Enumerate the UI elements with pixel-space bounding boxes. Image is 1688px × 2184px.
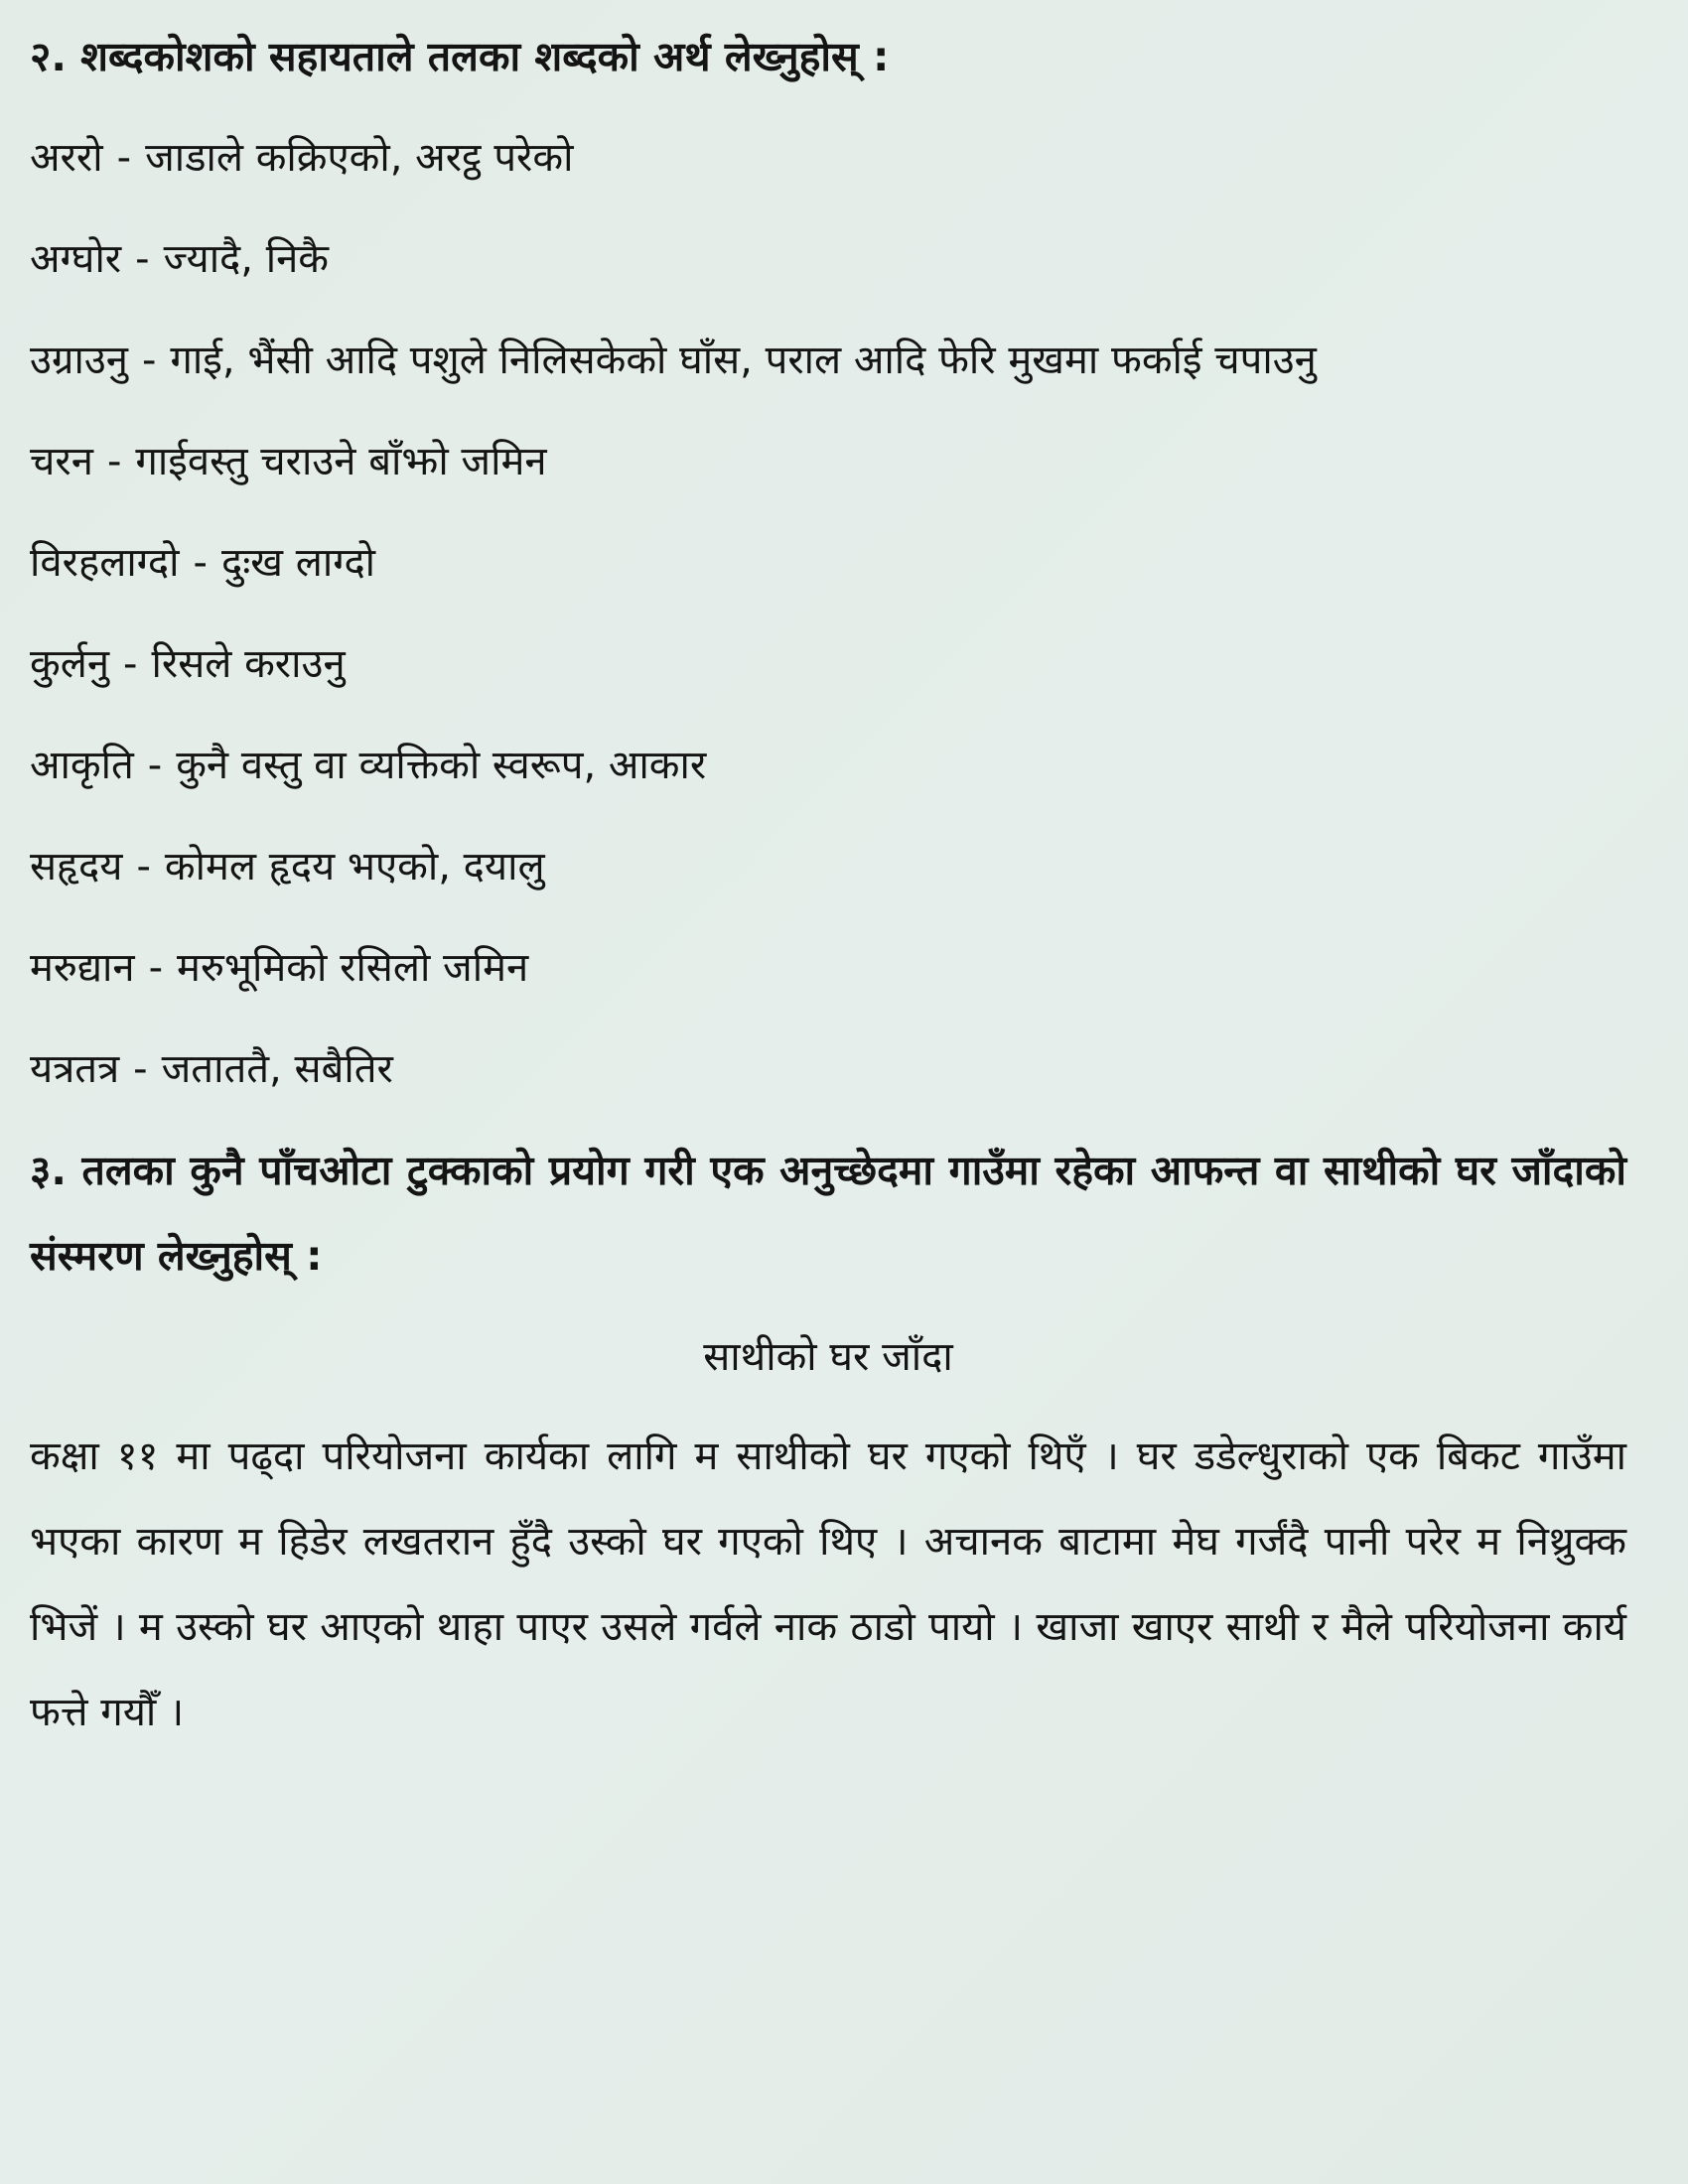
- essay-paragraph: कक्षा ११ मा पढ्दा परियोजना कार्यका लागि म साथीको घर गएको थिएँ । घर डडेल्धुराको एक बिकट गाउँमा भएका कारण म हिडेर लखतरान हुँदै उस्को घर गएको थिए । अचानक बाटामा मेघ गर्जंदै पानी परेर म निथ्रुक्क भिजें । म उस्को घर आएको थाहा पाएर उसले गर्वले नाक ठाडो पायो । खाजा खाएर साथी र मैले परियोजना कार्य फत्ते गयौँ ।: [30, 1433, 1626, 1735]
- definition-meaning: कोमल हृदय भएको, दयालु: [164, 844, 545, 889]
- definition-entry: [30, 318, 1626, 403]
- definition-meaning: दुःख लाग्दो: [220, 540, 376, 586]
- definition-word: कुर्लनु: [30, 641, 110, 687]
- definition-entry: [30, 216, 1626, 302]
- definition-meaning: जाडाले कक्रिएको, अरट्ठ परेको: [145, 135, 574, 181]
- definition-word: चरन: [30, 439, 93, 484]
- definition-word: विरहलाग्दो: [30, 540, 180, 586]
- definition-entry: [30, 723, 1626, 808]
- dash-separator: -: [133, 1046, 148, 1092]
- definition-meaning: गाईवस्तु चराउने बाँझो जमिन: [135, 439, 547, 484]
- definition-meaning: गाई, भैंसी आदि पशुले निलिसकेको घाँस, पराल आदि फेरि मुखमा फर्काई चपाउनु: [170, 338, 1317, 383]
- definition-entry: [30, 824, 1626, 909]
- definition-word: सहृदय: [30, 844, 123, 889]
- definition-entry: [30, 621, 1626, 707]
- definition-list: [30, 115, 1626, 1112]
- section3-heading: ३. तलका कुनै पाँचओटा टुक्काको प्रयोग गरी एक अनुच्छेदमा गाउँमा रहेका आफन्त वा साथीको घर जाँदाको संस्मरण लेख्नुहोस् :: [30, 1147, 1626, 1280]
- definition-entry: [30, 1026, 1626, 1112]
- definition-entry: [30, 520, 1626, 606]
- dash-separator: -: [135, 236, 150, 282]
- definition-word: अग्घोर: [30, 236, 122, 282]
- dash-separator: -: [116, 135, 132, 181]
- definition-entry: [30, 115, 1626, 201]
- definition-word: अररो: [30, 135, 103, 181]
- dash-separator: -: [106, 439, 122, 484]
- dash-separator: -: [141, 338, 157, 383]
- definition-entry: [30, 925, 1626, 1011]
- definition-meaning: जताततै, सबैतिर: [161, 1046, 393, 1092]
- essay-title: साथीको घर जाँदा: [703, 1334, 953, 1380]
- dash-separator: -: [123, 641, 138, 687]
- definition-meaning: रिसले कराउनु: [151, 641, 346, 687]
- definition-word: उग्राउनु: [30, 338, 128, 383]
- definition-meaning: मरुभूमिको रसिलो जमिन: [177, 945, 529, 991]
- dash-separator: -: [193, 540, 208, 586]
- definition-word: आकृति: [30, 743, 134, 788]
- dash-separator: -: [147, 743, 163, 788]
- dash-separator: -: [148, 945, 164, 991]
- section2-heading: २. शब्दकोशको सहायताले तलका शब्दको अर्थ लेख्नुहोस् :: [30, 33, 890, 80]
- definition-meaning: ज्यादै, निकै: [163, 236, 329, 282]
- definition-word: यत्रतत्र: [30, 1046, 120, 1092]
- definition-meaning: कुनै वस्तु वा व्यक्तिको स्वरूप, आकार: [176, 743, 707, 788]
- definition-word: मरुद्यान: [30, 945, 135, 991]
- dash-separator: -: [136, 844, 151, 889]
- definition-entry: [30, 419, 1626, 504]
